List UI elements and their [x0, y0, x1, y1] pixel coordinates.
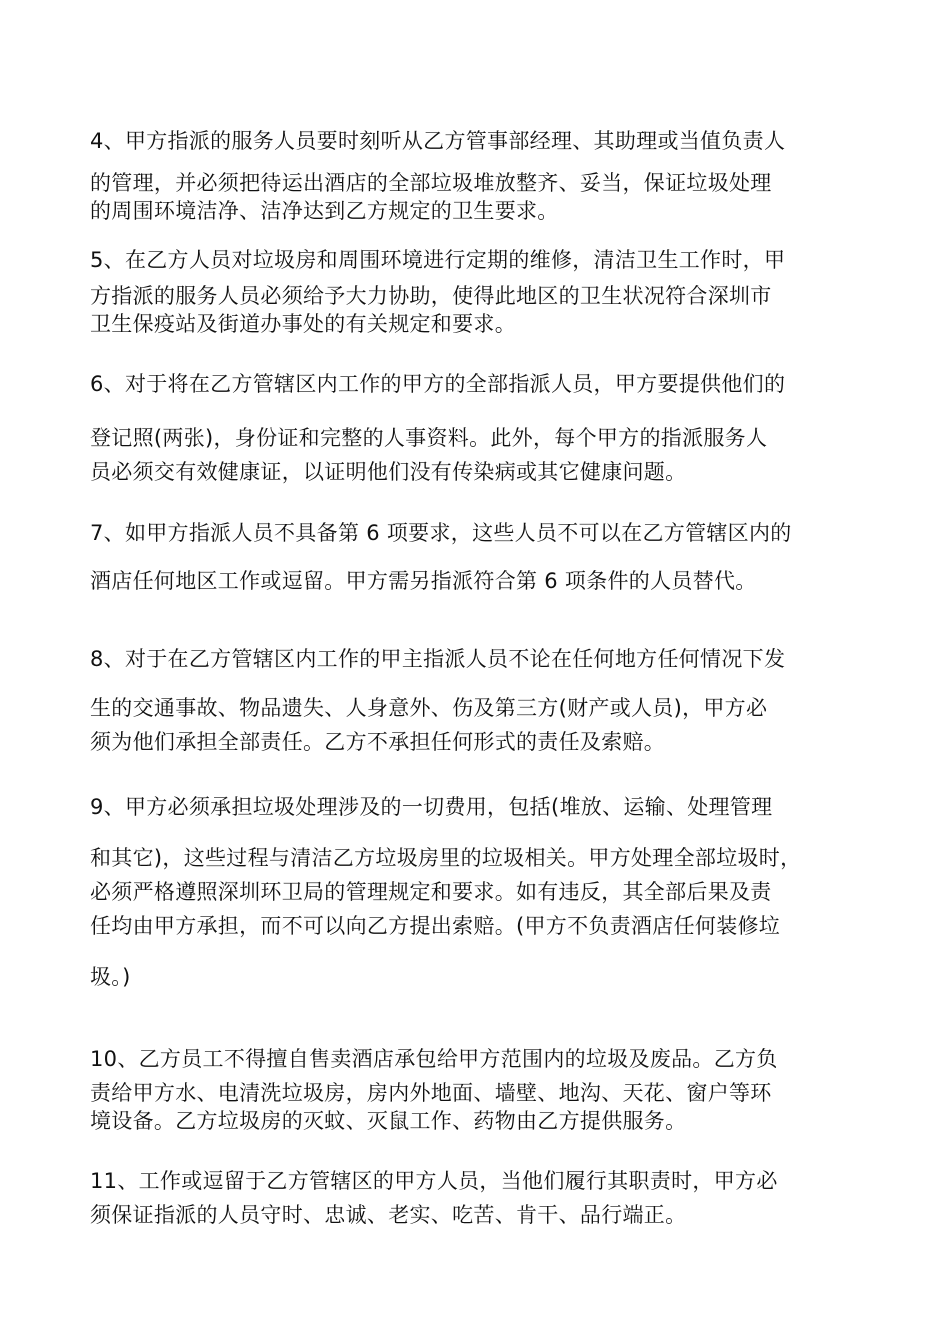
clause-line: 圾。)	[90, 965, 131, 989]
clause-line: 须保证指派的人员守时、忠诚、老实、吃苦、肯干、品行端正。	[90, 1203, 687, 1227]
clause-line: 员必须交有效健康证，以证明他们没有传染病或其它健康问题。	[90, 460, 687, 484]
clause-line: 生的交通事故、物品遗失、人身意外、伤及第三方(财产或人员)，甲方必	[90, 696, 768, 720]
clause-line: 境设备。乙方垃圾房的灭蚊、灭鼠工作、药物由乙方提供服务。	[90, 1109, 687, 1133]
clause-line: 的管理，并必须把待运出酒店的全部垃圾堆放整齐、妥当，保证垃圾处理	[90, 171, 772, 195]
clause-line: 11、工作或逗留于乙方管辖区的甲方人员，当他们履行其职责时，甲方必	[90, 1169, 778, 1193]
clause-line: 酒店任何地区工作或逗留。甲方需另指派符合第 6 项条件的人员替代。	[90, 569, 757, 593]
clause-line: 方指派的服务人员必须给予大力协助，使得此地区的卫生状况符合深圳市	[90, 284, 772, 308]
clause-9	[90, 790, 870, 994]
clause-4	[90, 124, 870, 228]
clause-line: 必须严格遵照深圳环卫局的管理规定和要求。如有违反，其全部后果及责	[90, 880, 772, 904]
clause-line: 任均由甲方承担，而不可以向乙方提出索赔。(甲方不负责酒店任何装修垃	[90, 914, 781, 938]
clause-line: 5、在乙方人员对垃圾房和周围环境进行定期的维修，清洁卫生工作时，甲	[90, 248, 786, 272]
clause-line: 登记照(两张)，身份证和完整的人事资料。此外，每个甲方的指派服务人	[90, 426, 768, 450]
clause-5	[90, 243, 870, 341]
clause-line: 6、对于将在乙方管辖区内工作的甲方的全部指派人员，甲方要提供他们的	[90, 372, 786, 396]
clause-line: 10、乙方员工不得擅自售卖酒店承包给甲方范围内的垃圾及废品。乙方负	[90, 1047, 778, 1071]
clause-line: 和其它)，这些过程与清洁乙方垃圾房里的垃圾相关。甲方处理全部垃圾时，	[90, 846, 802, 870]
clause-line: 9、甲方必须承担垃圾处理涉及的一切费用，包括(堆放、运输、处理管理	[90, 795, 773, 819]
clause-line: 的周围环境洁净、洁净达到乙方规定的卫生要求。	[90, 199, 559, 223]
clause-line: 7、如甲方指派人员不具备第 6 项要求，这些人员不可以在乙方管辖区内的	[90, 521, 792, 545]
clause-7	[90, 516, 870, 598]
clause-line: 须为他们承担全部责任。乙方不承担任何形式的责任及索赔。	[90, 730, 666, 754]
clause-line: 卫生保疫站及街道办事处的有关规定和要求。	[90, 312, 516, 336]
clause-line: 4、甲方指派的服务人员要时刻听从乙方管事部经理、其助理或当值负责人	[90, 129, 786, 153]
clause-10	[90, 1042, 870, 1138]
clause-6	[90, 367, 870, 489]
clause-11	[90, 1164, 870, 1232]
clause-line: 责给甲方水、电清洗垃圾房，房内外地面、墙壁、地沟、天花、窗户等环	[90, 1081, 772, 1105]
clause-8	[90, 642, 870, 759]
clause-line: 8、对于在乙方管辖区内工作的甲主指派人员不论在任何地方任何情况下发	[90, 647, 786, 671]
